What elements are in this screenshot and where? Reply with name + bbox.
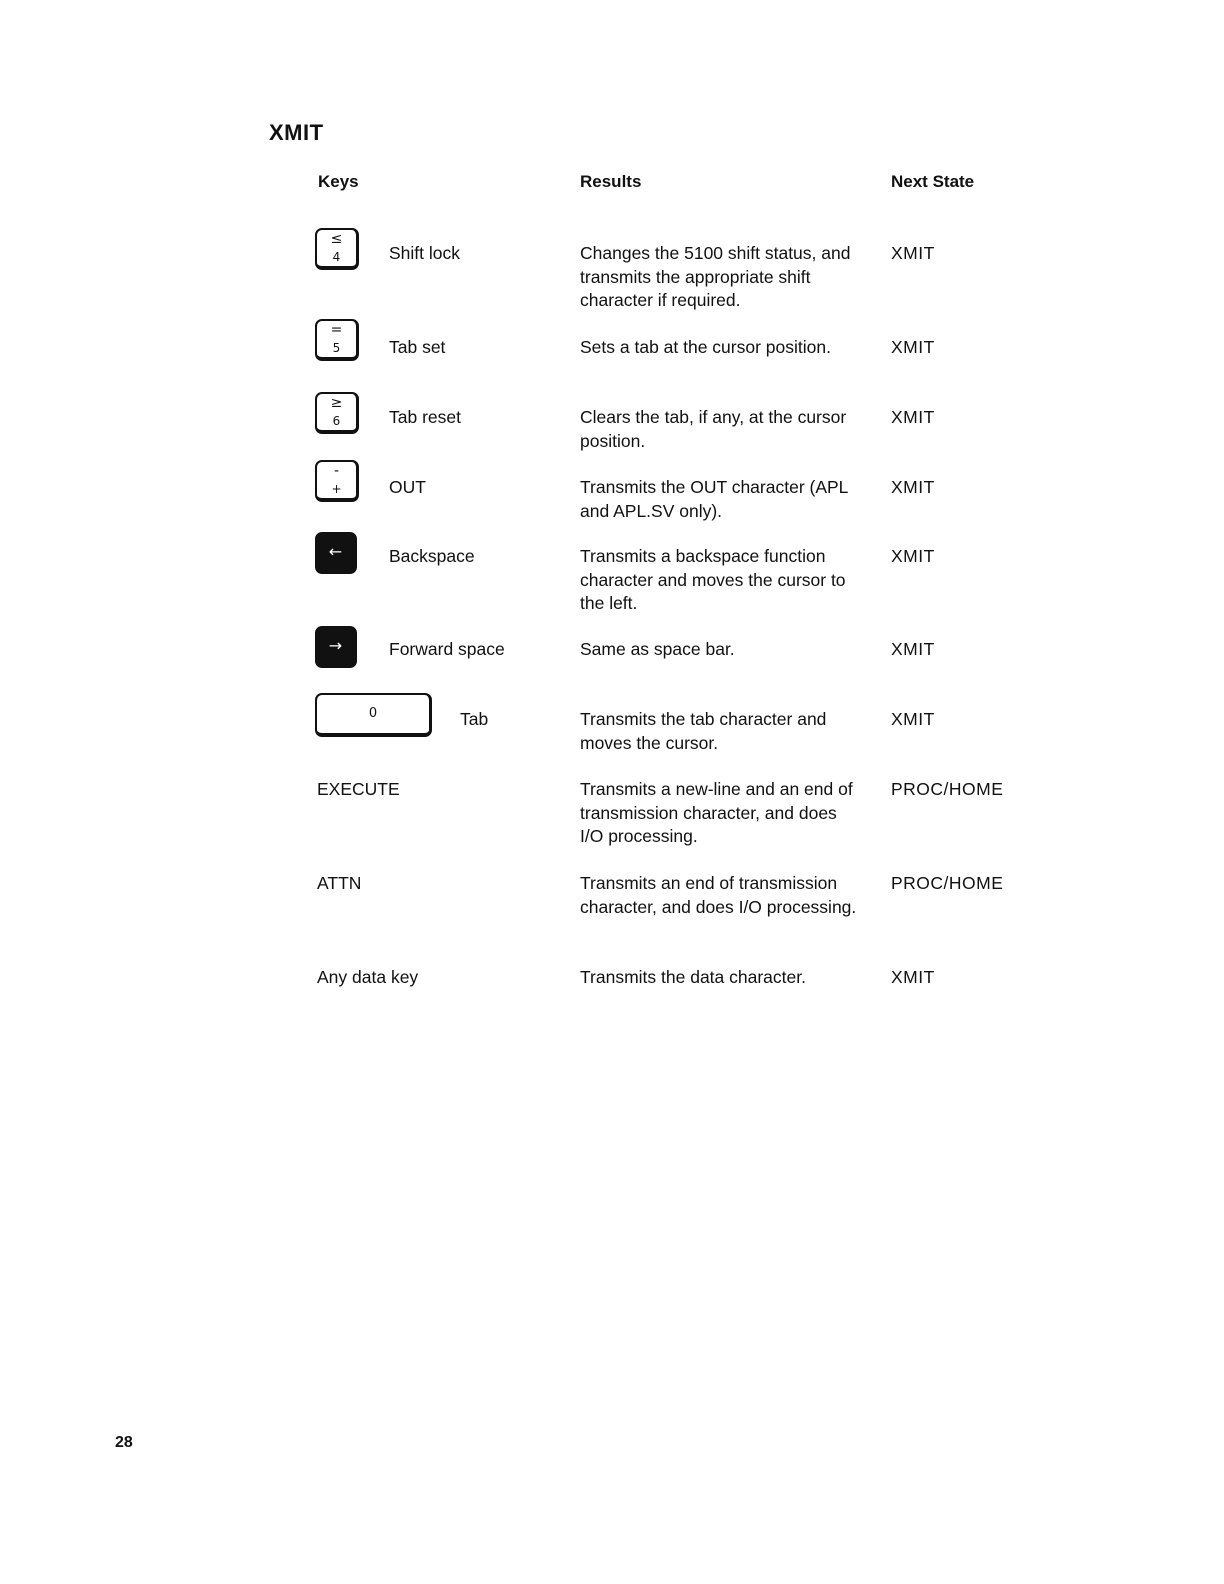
key-label: Backspace <box>389 546 475 566</box>
result-text: Changes the 5100 shift status, and transmits the appropriate shift character if required. <box>580 243 851 310</box>
key-label: Tab <box>460 709 489 729</box>
right-arrow-key-icon: → <box>315 626 357 668</box>
result-text: Transmits the OUT character (APL and APL.SV only). <box>580 477 848 521</box>
shift-lock-key-icon: ≤ 4 <box>315 228 359 270</box>
key-label: Tab set <box>389 337 446 357</box>
next-state: XMIT <box>891 546 935 566</box>
key-label: Shift lock <box>389 243 460 263</box>
next-state: XMIT <box>891 967 935 987</box>
next-state: PROC/HOME <box>891 873 1004 893</box>
result-text: Transmits an end of transmission character, and does I/O processing. <box>580 873 857 917</box>
result-text: Same as space bar. <box>580 639 735 659</box>
key-label: Tab reset <box>389 407 461 427</box>
key-label: OUT <box>389 477 426 497</box>
out-key-icon: - + <box>315 460 359 502</box>
key-label: Any data key <box>317 967 419 987</box>
next-state: XMIT <box>891 407 935 427</box>
next-state: XMIT <box>891 337 935 357</box>
next-state: XMIT <box>891 709 935 729</box>
column-header-keys: Keys <box>318 172 359 191</box>
tab-key-icon: 0 <box>315 693 432 737</box>
next-state: PROC/HOME <box>891 779 1004 799</box>
section-title: XMIT <box>269 120 324 145</box>
result-text: Clears the tab, if any, at the cursor position. <box>580 407 847 451</box>
key-label: ATTN <box>317 873 362 893</box>
result-text: Transmits a backspace function character and moves the cursor to the left. <box>580 546 846 613</box>
result-text: Sets a tab at the cursor position. <box>580 337 831 357</box>
result-text: Transmits the tab character and moves the cursor. <box>580 709 827 753</box>
tab-reset-key-icon: ≥ 6 <box>315 392 359 434</box>
left-arrow-key-icon: ← <box>315 532 357 574</box>
next-state: XMIT <box>891 243 935 263</box>
result-text: Transmits the data character. <box>580 967 806 987</box>
key-label: EXECUTE <box>317 779 400 799</box>
column-header-results: Results <box>580 172 642 191</box>
key-label: Forward space <box>389 639 505 659</box>
next-state: XMIT <box>891 639 935 659</box>
page-number: 28 <box>115 1434 133 1451</box>
column-header-next-state: Next State <box>891 172 975 191</box>
tab-set-key-icon: = 5 <box>315 319 359 361</box>
next-state: XMIT <box>891 477 935 497</box>
result-text: Transmits a new-line and an end of transmission character, and does I/O processing. <box>580 779 853 846</box>
